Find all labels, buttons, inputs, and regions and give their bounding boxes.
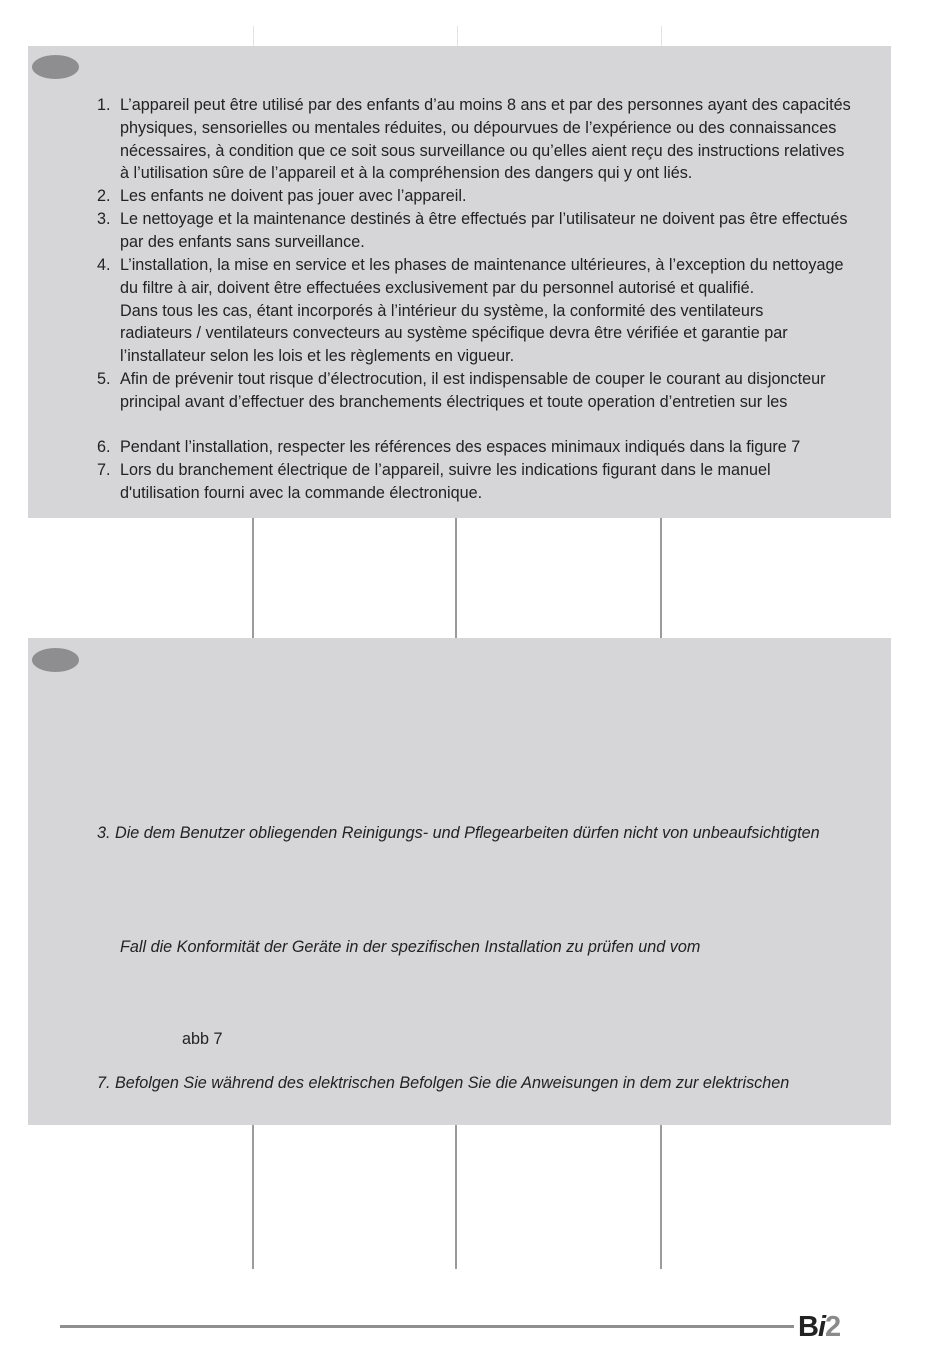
logo-letter-b: B: [798, 1311, 818, 1343]
list-item: [97, 94, 887, 185]
list-item-text: Le nettoyage et la maintenance destinés à être effectués par l’utilisateur ne doivent pas être effectués par des enfants sans surveillance.: [120, 210, 848, 251]
list-item-text: Lors du branchement électrique de l’appareil, suivre les indications figurant dans le manuel d'utilisation fourni avec la commande électronique.: [120, 461, 771, 502]
french-section-panel: [28, 46, 891, 518]
german-section-panel: [28, 638, 891, 1125]
column-divider: [660, 518, 662, 638]
list-item-text: L’appareil peut être utilisé par des enfants d’au moins 8 ans et par des personnes ayant des capacités physiques, sensorielles ou mentales réduites, ou dépourvues de l’expérience ou des connaissances nécessaires, à condition que ce soit sous surveillance ou qu’elles aient reçu des instructions relatives à l’utilisation sûre de l’appareil et à la compréhension des dangers qui y ont liés.: [120, 96, 851, 183]
column-divider-faint: [253, 26, 254, 46]
list-item: [97, 368, 887, 414]
column-divider: [455, 1125, 457, 1269]
german-item-3: 3. Die dem Benutzer obliegenden Reinigungs- und Pflegearbeiten dürfen nicht von unbeaufsichtigten: [97, 824, 820, 842]
figure-reference: abb 7: [182, 1030, 223, 1048]
list-item: [97, 436, 887, 459]
german-item-4-fragment: Fall die Konformität der Geräte in der spezifischen Installation zu prüfen und vom: [120, 938, 701, 956]
brand-logo: [798, 1310, 840, 1344]
list-item: [97, 459, 887, 505]
list-item: [97, 254, 887, 368]
language-marker-icon: [32, 55, 79, 79]
column-divider: [252, 1125, 254, 1269]
column-divider: [660, 1125, 662, 1269]
list-item-text: Les enfants ne doivent pas jouer avec l’appareil.: [120, 187, 467, 205]
list-item: [97, 208, 887, 254]
column-divider-faint: [661, 26, 662, 46]
list-item-number: 4.: [97, 256, 111, 274]
list-item-number: 7.: [97, 461, 111, 479]
list-item-number: 3.: [97, 210, 111, 228]
list-item-text: Pendant l’installation, respecter les références des espaces minimaux indiqués dans la figure 7: [120, 438, 801, 456]
list-item-number: 1.: [97, 96, 111, 114]
column-divider: [455, 518, 457, 638]
column-divider-faint: [457, 26, 458, 46]
list-item-number: 5.: [97, 370, 111, 388]
list-item-text: Afin de prévenir tout risque d’électrocution, il est indispensable de couper le courant au disjoncteur principal avant d’effectuer des branchements électriques et toute operation d’entretien sur les: [120, 370, 826, 411]
logo-letter-i: i: [817, 1311, 826, 1343]
language-marker-icon: [32, 648, 79, 672]
list-item-text: L’installation, la mise en service et les phases de maintenance ultérieures, à l’exception du nettoyage du filtre à air, doivent être effectuées exclusivement par du personnel autorisé et qualifié. Dans tous les cas, étant incorporés à l’intérieur du système, la conformité des ventilateurs radiateurs / ventilateurs convecteurs au système spécifique devra être vérifiée et garantie par l’installateur selon les lois et les règlements en vigueur.: [120, 256, 844, 366]
german-item-7: 7. Befolgen Sie während des elektrischen Befolgen Sie die Anweisungen in dem zur elektrischen: [97, 1074, 790, 1092]
list-item: [97, 185, 887, 208]
list-item-number: 6.: [97, 438, 111, 456]
footer-rule: [60, 1325, 794, 1328]
logo-digit-2: 2: [825, 1311, 841, 1343]
column-divider: [252, 518, 254, 638]
list-item-number: 2.: [97, 187, 111, 205]
